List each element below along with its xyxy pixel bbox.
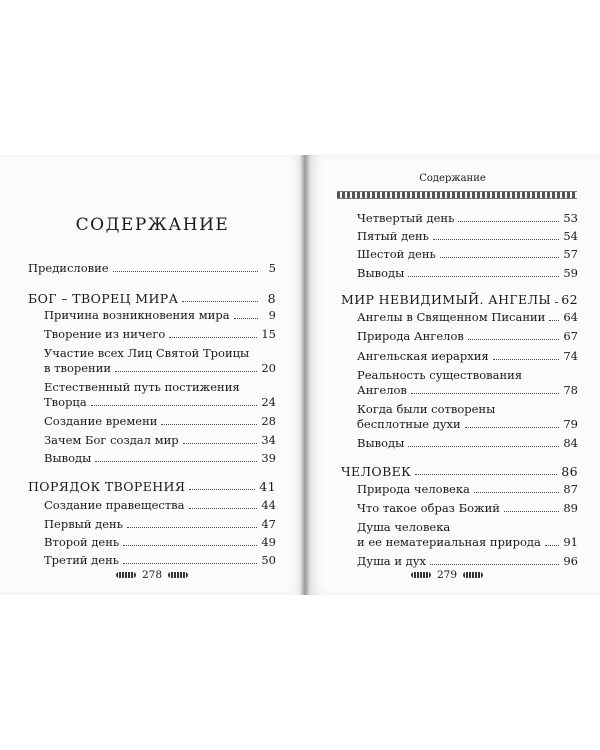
toc-page-number: 5 — [268, 261, 276, 275]
book-spread — [0, 155, 600, 595]
leader-dots — [549, 320, 559, 321]
leader-dots — [458, 221, 559, 222]
ornament-rule — [337, 191, 577, 199]
toc-page-number: 79 — [563, 417, 578, 431]
page-footer — [116, 569, 188, 581]
toc-entry-text: Творение из ничего — [44, 327, 166, 341]
toc-entry — [357, 501, 578, 516]
toc-entry-text: Создание правеществa — [44, 498, 185, 512]
toc-chapter-entry — [28, 479, 276, 494]
toc-entry — [357, 329, 578, 344]
toc-entry-text: Творца — [44, 395, 87, 409]
toc-entry — [357, 310, 578, 325]
toc-entry — [44, 433, 276, 448]
toc-chapter-entry — [28, 291, 276, 306]
toc-entry-text: и ее нематериальная природа — [357, 535, 541, 549]
toc-entry — [44, 308, 276, 323]
toc-page-number: 87 — [563, 482, 578, 496]
toc-entry — [44, 517, 276, 532]
toc-entry — [44, 346, 276, 376]
leader-dots — [411, 393, 559, 394]
toc-entry-text: Ангелы в Священном Писании — [357, 310, 546, 324]
leader-dots — [189, 508, 258, 509]
toc-entry — [357, 402, 578, 432]
toc-page-number: 28 — [261, 414, 276, 428]
page-number: 279 — [437, 569, 458, 581]
leader-dots — [504, 511, 559, 512]
page-number: 278 — [142, 569, 163, 581]
toc-entry-text: Природа Ангелов — [357, 329, 464, 343]
ornament-icon — [116, 572, 136, 578]
toc-entry — [357, 229, 578, 244]
toc-entry — [44, 380, 276, 410]
toc-page-number: 91 — [563, 535, 578, 549]
toc-entry-text: ПОРЯДОК ТВОРЕНИЯ — [28, 479, 186, 494]
toc-page-number: 59 — [563, 266, 578, 280]
toc-page-number: 9 — [268, 308, 276, 322]
leader-dots — [123, 563, 257, 564]
toc-page-number: 47 — [261, 517, 276, 531]
right-page — [305, 155, 600, 595]
toc-entry-text: Выводы — [357, 436, 405, 450]
toc-entry-text: Выводы — [44, 451, 92, 465]
leader-dots — [183, 443, 258, 444]
toc-entry — [357, 247, 578, 262]
toc-chapter-entry — [341, 292, 578, 307]
toc-entry-text: Пятый день — [357, 229, 429, 243]
leader-dots — [555, 302, 557, 303]
toc-entry-text: Выводы — [357, 266, 405, 280]
leader-dots — [115, 371, 257, 372]
toc-page-number: 74 — [563, 349, 578, 363]
left-page — [0, 155, 305, 595]
ornament-icon — [168, 572, 188, 578]
toc-page-number: 89 — [563, 501, 578, 515]
toc-entry-text: Зачем Бог создал мир — [44, 433, 179, 447]
toc-page-number: 84 — [563, 436, 578, 450]
toc-entry-text: Душа и дух — [357, 554, 426, 568]
running-head: Содержание — [419, 173, 486, 184]
toc-entry — [357, 368, 578, 398]
leader-dots — [189, 489, 255, 490]
toc-entry — [357, 482, 578, 497]
toc-page-number: 24 — [261, 395, 276, 409]
toc-entry-text-line1: Естественный путь постижения — [44, 380, 240, 394]
leader-dots — [169, 337, 257, 338]
toc-entry — [357, 436, 578, 451]
toc-entry-text: Создание времени — [44, 414, 158, 428]
leader-dots — [433, 239, 559, 240]
toc-entry — [357, 266, 578, 281]
leader-dots — [161, 424, 257, 425]
toc-title: СОДЕРЖАНИЕ — [75, 215, 230, 235]
toc-entry-text: Первый день — [44, 517, 123, 531]
toc-page-number: 96 — [563, 554, 578, 568]
toc-entry-text: бесплотные духи — [357, 417, 461, 431]
leader-dots — [493, 359, 560, 360]
leader-dots — [127, 527, 257, 528]
toc-page-number: 41 — [259, 479, 276, 494]
leader-dots — [415, 474, 557, 475]
leader-dots — [408, 276, 559, 277]
toc-page-number: 34 — [261, 433, 276, 447]
toc-entry-text-line1: Участие всех Лиц Святой Троицы — [44, 346, 250, 360]
leader-dots — [408, 446, 559, 447]
toc-entry-text: Четвертый день — [357, 211, 455, 225]
leader-dots — [95, 461, 257, 462]
book-gutter — [300, 155, 310, 595]
toc-page-number: 20 — [261, 361, 276, 375]
toc-entry-text-line1: Душа человека — [357, 520, 451, 534]
leader-dots — [182, 301, 258, 302]
toc-entry-text: Третий день — [44, 553, 119, 567]
page-footer — [411, 569, 483, 581]
toc-entry-text: МИР НЕВИДИМЫЙ. АНГЕЛЫ — [341, 292, 552, 307]
toc-entry-text: БОГ – ТВОРЕЦ МИРА — [28, 291, 179, 306]
toc-entry-text-line1: Реальность существования — [357, 368, 523, 382]
toc-page-number: 39 — [261, 451, 276, 465]
toc-entry — [44, 553, 276, 568]
leader-dots — [545, 545, 560, 546]
toc-page-number: 50 — [261, 553, 276, 567]
toc-entry — [44, 498, 276, 513]
toc-entry — [28, 261, 276, 276]
toc-page-number: 15 — [261, 327, 276, 341]
leader-dots — [440, 257, 560, 258]
toc-page-number: 86 — [561, 464, 578, 479]
leader-dots — [234, 318, 258, 319]
toc-entry-text: Шестой день — [357, 247, 436, 261]
toc-page-number: 49 — [261, 535, 276, 549]
toc-entry — [357, 554, 578, 569]
toc-entry — [357, 520, 578, 550]
toc-page-number: 53 — [563, 211, 578, 225]
toc-entry-text: Причина возникновения мира — [44, 308, 230, 322]
toc-page-number: 78 — [563, 383, 578, 397]
toc-entry — [357, 349, 578, 364]
toc-page-number: 64 — [563, 310, 578, 324]
toc-page-number: 8 — [267, 291, 276, 306]
ornament-icon — [463, 572, 483, 578]
toc-entry — [44, 535, 276, 550]
toc-page-number: 62 — [561, 292, 578, 307]
toc-entry-text: Ангельская иерархия — [357, 349, 489, 363]
toc-entry-text-line1: Когда были сотворены — [357, 402, 496, 416]
toc-entry-text: ЧЕЛОВЕК — [341, 464, 412, 479]
toc-entry — [44, 414, 276, 429]
toc-page-number: 44 — [261, 498, 276, 512]
toc-chapter-entry — [341, 464, 578, 479]
toc-entry-text: в творении — [44, 361, 112, 375]
toc-entry — [357, 211, 578, 226]
leader-dots — [123, 545, 257, 546]
toc-entry-text: Что такое образ Божий — [357, 501, 500, 515]
toc-entry — [44, 451, 276, 466]
toc-entry-text: Природа человека — [357, 482, 470, 496]
toc-entry-text: Ангелов — [357, 383, 407, 397]
leader-dots — [91, 405, 258, 406]
ornament-icon — [411, 572, 431, 578]
leader-dots — [474, 492, 559, 493]
leader-dots — [468, 339, 560, 340]
leader-dots — [113, 271, 258, 272]
toc-page-number: 67 — [563, 329, 578, 343]
toc-entry — [44, 327, 276, 342]
leader-dots — [430, 564, 559, 565]
toc-page-number: 57 — [563, 247, 578, 261]
toc-entry-text: Предисловие — [28, 261, 109, 275]
toc-entry-text: Второй день — [44, 535, 120, 549]
leader-dots — [465, 427, 560, 428]
toc-page-number: 54 — [563, 229, 578, 243]
